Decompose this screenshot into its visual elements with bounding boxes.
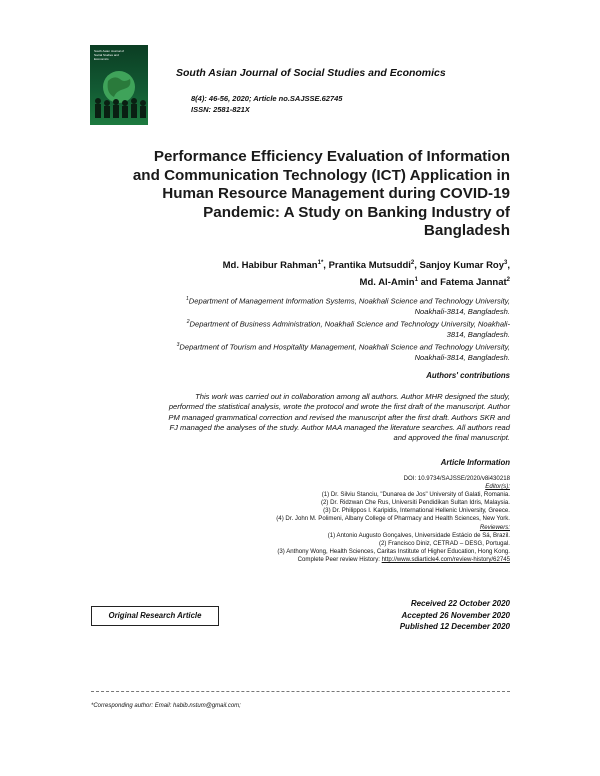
received-date: Received 22 October 2020 [410, 599, 510, 608]
reviewer-entry: (1) Antonio Augusto Gonçalves, Universidade Estácio de Sá, Brazil. [327, 531, 510, 539]
editors-label: Editor(s): [485, 483, 510, 491]
article-info-heading: Article Information [440, 458, 510, 467]
accepted-date: Accepted 26 November 2020 [401, 610, 510, 620]
contributions-line: PM managed grammatical correction and revised the manuscript after the first draft. Authors SKR and [168, 412, 510, 422]
editor-entry: (4) Dr. John M. Polimeni, Albany College of Pharmacy and Health Sciences, New York. [276, 515, 510, 523]
author-affiliation-marker: 1* [317, 260, 324, 266]
author-name: Md. Habibur Rahman [222, 260, 318, 272]
contributions-heading: Authors' contributions [426, 371, 510, 380]
title-line: Pandemic: A Study on Banking Industry of [203, 203, 510, 221]
author-name: Md. Al-Amin [359, 277, 415, 289]
cover-title-line: Social Studies and [94, 53, 119, 57]
author-name: Prantika Mutsuddi [328, 260, 411, 272]
contributions-line: and approved the final manuscript. [393, 433, 510, 443]
author-affiliation-marker: 2 [410, 260, 415, 266]
affiliations [95, 294, 510, 363]
article-info [200, 475, 510, 564]
peer-review-history-label: Complete Peer review History: [297, 555, 382, 563]
author-affiliation-marker: 3 [504, 260, 508, 266]
journal-cover-image [90, 45, 148, 125]
author-separator: , [323, 260, 329, 272]
cover-title-line: Economics [94, 57, 109, 61]
editor-entry: (3) Dr. Philippos I. Karipidis, International Hellenic University, Greece. [323, 507, 510, 515]
author-separator: , [414, 260, 420, 272]
editor-entry: (2) Dr. Ridzwan Che Rus, Universiti Pendidikan Sultan Idris, Malaysia. [321, 499, 510, 507]
affiliation-number: 3 [176, 342, 180, 349]
peer-review-history-link[interactable]: http://www.sdiarticle4.com/review-history/62745 [381, 555, 510, 563]
affiliation-text: Noakhali-3814, Bangladesh. [414, 353, 510, 363]
journal-citation: 8(4): 46-56, 2020; Article no.SAJSSE.62745 [191, 94, 343, 103]
title-line: Bangladesh [423, 222, 510, 239]
reviewer-entry: (3) Anthony Wong, Health Sciences, Caritas Institute of Higher Education, Hong Kong. [277, 547, 510, 555]
affiliation-text: 3814, Bangladesh. [446, 329, 510, 339]
contributions-line: This work was carried out in collaboration among all authors. Author MHR designed the study, [195, 392, 510, 401]
author-name: Fatema Jannat [440, 277, 507, 289]
affiliation-text: Department of Management Information Systems, Noakhali Science and Technology University, [188, 296, 510, 306]
affiliation [95, 340, 510, 363]
affiliation-text: Department of Tourism and Hospitality Management, Noakhali Science and Technology University, [179, 342, 510, 352]
affiliation-text: Noakhali-3814, Bangladesh. [414, 306, 510, 316]
contributions-text [80, 392, 510, 443]
paper-title [100, 148, 510, 241]
editor-entry: (1) Dr. Silviu Stanciu, "Dunarea de Jos" University of Galati, Romania. [321, 491, 510, 499]
footnote-divider [91, 691, 510, 692]
affiliation-number: 1 [186, 296, 189, 302]
contributions-line: FJ managed the analyses of the study. Author MAA managed the literature searches. All authors read [169, 422, 510, 432]
article-dates [300, 598, 510, 633]
author-name: Sanjoy Kumar Roy [419, 260, 505, 272]
author-list [100, 256, 510, 290]
globe-people-icon [90, 65, 148, 125]
affiliation [95, 317, 510, 340]
title-line: Performance Efficiency Evaluation of Information [153, 148, 510, 165]
contributions-line: performed the statistical analysis, wrote the protocol and wrote the first draft of the manuscript. Author [168, 402, 510, 412]
cover-title [94, 49, 144, 61]
affiliation [95, 294, 510, 317]
title-line: and Communication Technology (ICT) Application in [132, 166, 510, 184]
author-separator: and [417, 277, 441, 289]
published-date: Published 12 December 2020 [399, 622, 510, 631]
article-type-badge: Original Research Article [91, 606, 219, 626]
reviewers-label: Reviewers: [479, 523, 510, 531]
author-separator: , [507, 260, 510, 272]
affiliation-number: 2 [186, 319, 190, 326]
reviewer-entry: (2) Francisco Diniz, CETRAD – DESG, Portugal. [378, 539, 510, 547]
author-affiliation-marker: 1 [414, 277, 418, 284]
cover-title-line: South Asian Journal of [94, 49, 125, 53]
peer-review-history [200, 556, 510, 564]
title-line: Human Resource Management during COVID-19 [162, 185, 510, 202]
journal-name: South Asian Journal of Social Studies and Economics [176, 67, 446, 79]
author-affiliation-marker: 2 [506, 277, 510, 284]
corresponding-author-footnote: *Corresponding author: Email: habib.nstum@gmail.com; [91, 703, 241, 709]
journal-issn: ISSN: 2581-821X [191, 105, 250, 114]
doi: DOI: 10.9734/SAJSSE/2020/v8i430218 [403, 475, 510, 482]
affiliation-text: Department of Business Administration, Noakhali Science and Technology University, Noakhali- [189, 319, 510, 329]
